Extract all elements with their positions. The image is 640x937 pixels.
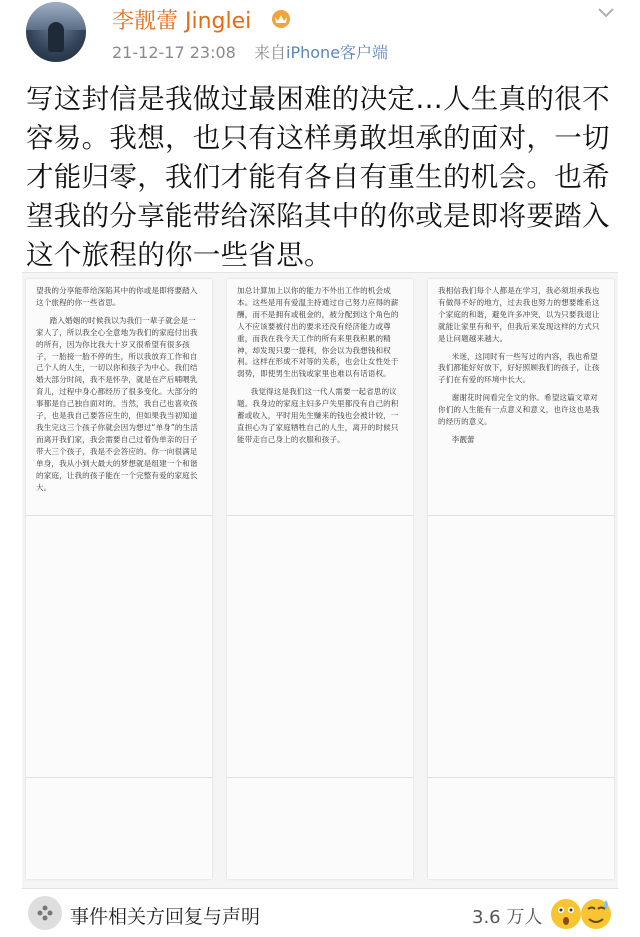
letter-signature: 李靓蕾 xyxy=(451,434,475,444)
letter-paragraph: 米迷，这同时有一些写过的内容，我也希望我们都能好好放下，好好照顾我们的孩子，让孩子们在有爱的环境中长大。 xyxy=(438,351,600,385)
username[interactable]: 李靓蕾 Jinglei xyxy=(112,9,252,34)
letter-paragraph: 我觉得这是我们这一代人需要一起省思的议题。我身边的家庭主妇多户失里都没有自己的积蓄或收入，平时用先生赚来的钱也会被计较，一直担心为了家庭牺牲自己的人生，离开的时候只能带走自己身上的衣服和孩子。 xyxy=(237,387,399,444)
timestamp: 21-12-17 23:08 xyxy=(112,43,236,62)
participant-count: 3.6 万人 xyxy=(472,907,543,928)
letter-paragraph: 踏入婚姻的时候我以为我们一辈子就会是一家人了，所以我全心全意地为我们的家庭付出我的所有，因为你比我大十岁又很希望有很多孩子，一胎接一胎不停的生，所以我放弃工作和自己个人的人生，一切以你和孩子为中心。我们结婚大部分时间，我不是怀孕，就是在产后哺喂乳育儿，过程中身心都经历了很多变化。大部分的事都是自己独自面对的。当然，我自己也喜欢孩子，也是我自己要答应生的，但如果我当初知道我生完这三个孩子你就会因为想过“单身”的生活而离开我们家，我会需要自己过着伪单亲的日子带大三个孩子，我是不会答应的。你一向很满足单身，我从小到大最大的梦想就是组建一个和谐的家庭，让我的孩子能在一个完整有爱的家庭长大。 xyxy=(36,315,198,492)
topic-footer[interactable] xyxy=(0,893,640,937)
post-meta xyxy=(112,40,388,63)
source-prefix: 来自 xyxy=(254,43,287,62)
post-body: 写这封信是我做过最困难的决定…人生真的很不容易。我想，也只有这样勇敢坦承的面对，一切才能归零，我们才能有各自有重生的机会。也希望我的分享能带给深陷其中的你或是即将要踏入这个旅程的你一些省思。 xyxy=(26,83,610,271)
surprised-face-icon xyxy=(551,899,581,929)
reply-icon xyxy=(28,896,62,930)
letter-paragraph: 我相信我们每个人都是在学习，我必须坦承我也有做得不好的地方，过去我也努力的想要维系这个家庭的和谐，避免许多冲突，以为只要我退让就能让家里有和平，但我后来发现这样的方式只是让问题越来越大。 xyxy=(438,286,600,343)
letter-image[interactable] xyxy=(22,272,618,889)
avatar[interactable] xyxy=(26,2,86,62)
chevron-down-icon[interactable] xyxy=(596,6,616,20)
topic-label[interactable]: 事件相关方回复与声明 xyxy=(70,906,261,928)
sweat-face-icon xyxy=(581,899,611,929)
letter-paragraph: 加总计算加上以你的能力不外出工作的机会成本。这些是用有爱温主持通过自己努力应得的薪酬，而不是拥有或租金的，被分配到这个角色的人不应该要被付出的要求还没有经济能力或尊重，而我在我今天工作的所有来里我积累的精神，却发现只要一提利，你会以为我想钱和权利。这样在形成不对等的关系，也会让女性处于弱势，即使男生出钱或家里也难以有话语权。 xyxy=(237,286,399,379)
letter-page-3 xyxy=(428,279,614,879)
reaction-icons xyxy=(546,894,626,934)
source-link[interactable]: iPhone客户端 xyxy=(286,43,389,62)
letter-page-2 xyxy=(227,279,413,879)
letter-page-1 xyxy=(26,279,212,879)
letter-closing: 谢谢花时间看完全文的你。希望这篇文章对你们的人生能有一点意义和意义，也许这也是我的经历的意义。 xyxy=(438,393,600,427)
vip-crown-icon xyxy=(270,8,292,28)
letter-paragraph: 望我的分享能带给深陷其中的你或是即将要踏入这个旅程的你一些省思。 xyxy=(36,286,198,307)
post-header xyxy=(0,0,640,70)
